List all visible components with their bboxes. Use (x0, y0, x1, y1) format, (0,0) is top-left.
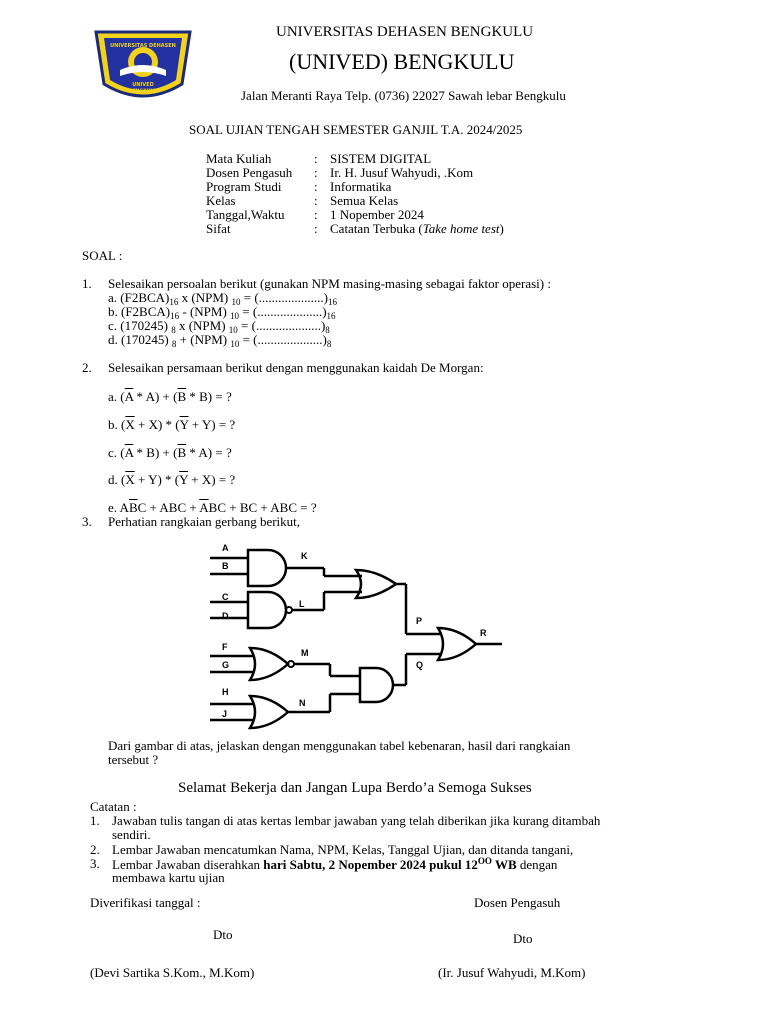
info-value: 1 Nopember 2024 (330, 207, 424, 222)
exam-title: SOAL UJIAN TENGAH SEMESTER GANJIL T.A. 2024/2025 (189, 122, 523, 137)
info-key: Tanggal,Waktu (206, 207, 285, 222)
q2-item-b: b. $(\overline{X} + X) * (\overline{Y} + Y)$ = ? (108, 417, 236, 432)
info-row-course: Mata Kuliah : SISTEM DIGITAL (206, 151, 432, 166)
info-row-nature: Sifat : Catatan Terbuka (Take home test) (206, 221, 504, 236)
info-value: SISTEM DIGITAL (330, 151, 432, 166)
university-logo (90, 26, 196, 102)
notes-title: Catatan : (90, 799, 137, 814)
info-key: Program Studi (206, 179, 282, 194)
q2-item-d: d. $(\overline{X} + Y) * (\overline{Y} + X)$ = ? (108, 472, 236, 487)
wire-label-r: R (480, 628, 487, 638)
wire-label-m: M (301, 648, 309, 658)
svg-text:BENGKULU: BENGKULU (129, 89, 157, 94)
note-2: Lembar Jawaban mencatumkan Nama, NPM, Kelas, Tanggal Ujian, dan ditanda tangani, (112, 842, 574, 857)
note-1-line2: sendiri. (112, 827, 151, 842)
input-label-b: B (222, 561, 229, 571)
info-value-italic: Take home test (422, 221, 500, 236)
note-3-line2: membawa kartu ujian (112, 870, 225, 885)
note-3-line1: Lembar Jawaban diserahkan hari Sabtu, 2 Nopember 2024 pukul $12^{OO}$ WB dengan (112, 856, 558, 872)
q3-question-line2: tersebut ? (108, 752, 159, 767)
input-label-f: F (222, 642, 228, 652)
signature-right-title: Dosen Pengasuh (474, 895, 561, 910)
q1-item-a: a. $(F2BCA)_{16}$ x (NPM) $_{10} = (....................)_{16}$ (108, 290, 337, 307)
signature-right-name: (Ir. Jusuf Wahyudi, M.Kom) (438, 965, 586, 980)
university-short-name: (UNIVED) BENGKULU (289, 49, 515, 74)
q1-text: Selesaikan persoalan berikut (gunakan NPM masing-masing sebagai faktor operasi) : (108, 276, 551, 291)
university-address: Jalan Meranti Raya Telp. (0736) 22027 Sawah lebar Bengkulu (241, 88, 566, 103)
info-key: Mata Kuliah (206, 151, 272, 166)
wire-label-l: L (299, 599, 305, 609)
q1-item-b: b. $(F2BCA)_{16} - (NPM) _{10} = (....................)_{16}$ (108, 304, 336, 321)
wire-label-k: K (301, 551, 308, 561)
note-3-number: 3. (90, 856, 100, 871)
info-value: Ir. H. Jusuf Wahyudi, .Kom (330, 165, 474, 180)
note-1-line1: Jawaban tulis tangan di atas kertas lembar jawaban yang telah diberikan jika kurang ditambah (112, 813, 601, 828)
q1-item-d: d. (170245) $_8$ + (NPM) $_{10} = (....................)_8$ (108, 332, 332, 349)
note-2-number: 2. (90, 842, 100, 857)
and-gate-k (248, 550, 286, 586)
wire-label-q: Q (416, 660, 424, 670)
or-gate-n (250, 696, 288, 728)
university-name: UNIVERSITAS DEHASEN BENGKULU (276, 24, 534, 40)
input-label-d: D (222, 611, 229, 621)
input-label-j: J (222, 709, 228, 719)
info-row-program: Program Studi : Informatika (206, 179, 392, 194)
info-row-class: Kelas : Semua Kelas (206, 193, 399, 208)
svg-text:UNIVERSITAS DEHASEN: UNIVERSITAS DEHASEN (110, 43, 176, 49)
q3-number: 3. (82, 514, 92, 529)
info-key: Kelas (206, 193, 236, 208)
wire-label-n: N (299, 698, 306, 708)
q3-question-line1: Dari gambar di atas, jelaskan dengan menggunakan tabel kebenaran, hasil dari rangkaian (108, 738, 571, 753)
input-label-g: G (222, 660, 230, 670)
signature-right-dto: Dto (513, 931, 533, 946)
q2-text: Selesaikan persamaan berikut dengan menggunakan kaidah De Morgan: (108, 360, 484, 375)
and-gate-q (360, 668, 393, 702)
signature-left-dto: Dto (213, 927, 233, 942)
signature-left-name: (Devi Sartika S.Kom., M.Kom) (90, 965, 255, 980)
info-value: Informatika (330, 179, 392, 194)
q2-item-c: c. $(\overline{A} * B) + (\overline{B} * A)$ = ? (108, 445, 232, 460)
nor-gate-m (250, 648, 288, 680)
q2-item-a: a. $(\overline{A} * A) + (\overline{B} * B)$ = ? (108, 389, 232, 404)
logic-circuit-diagram (210, 538, 510, 733)
info-row-lecturer: Dosen Pengasuh : Ir. H. Jusuf Wahyudi, .Kom (206, 165, 474, 180)
info-key: Sifat (206, 221, 231, 236)
info-value: Catatan Terbuka ( (330, 221, 423, 236)
q1-number: 1. (82, 276, 92, 291)
wire-label-p: P (416, 616, 423, 626)
q3-text: Perhatian rangkaian gerbang berikut, (108, 514, 301, 529)
svg-text:UNIVED: UNIVED (132, 82, 154, 88)
input-label-h: H (222, 687, 229, 697)
info-key: Dosen Pengasuh (206, 165, 293, 180)
closing-message: Selamat Bekerja dan Jangan Lupa Berdo’a Semoga Sukses (178, 780, 532, 796)
nand-gate-l (248, 592, 286, 628)
soal-label: SOAL : (82, 248, 123, 263)
info-value: Semua Kelas (330, 193, 399, 208)
q2-number: 2. (82, 360, 92, 375)
or-gate-r (438, 628, 476, 660)
or-gate-p (356, 570, 396, 598)
note-1-number: 1. (90, 813, 100, 828)
input-label-c: C (222, 592, 229, 602)
signature-left-title: Diverifikasi tanggal : (90, 895, 201, 910)
input-label-a: A (222, 543, 229, 553)
info-row-date: Tanggal,Waktu : 1 Nopember 2024 (206, 207, 424, 222)
q2-item-e: e. $A\overline{B}C$ + ABC + $\overline{A}BC$ + BC + ABC = ? (108, 500, 317, 515)
q1-item-c: c. (170245) $_8$ x (NPM) $_{10} = (....................)_8$ (108, 318, 330, 335)
